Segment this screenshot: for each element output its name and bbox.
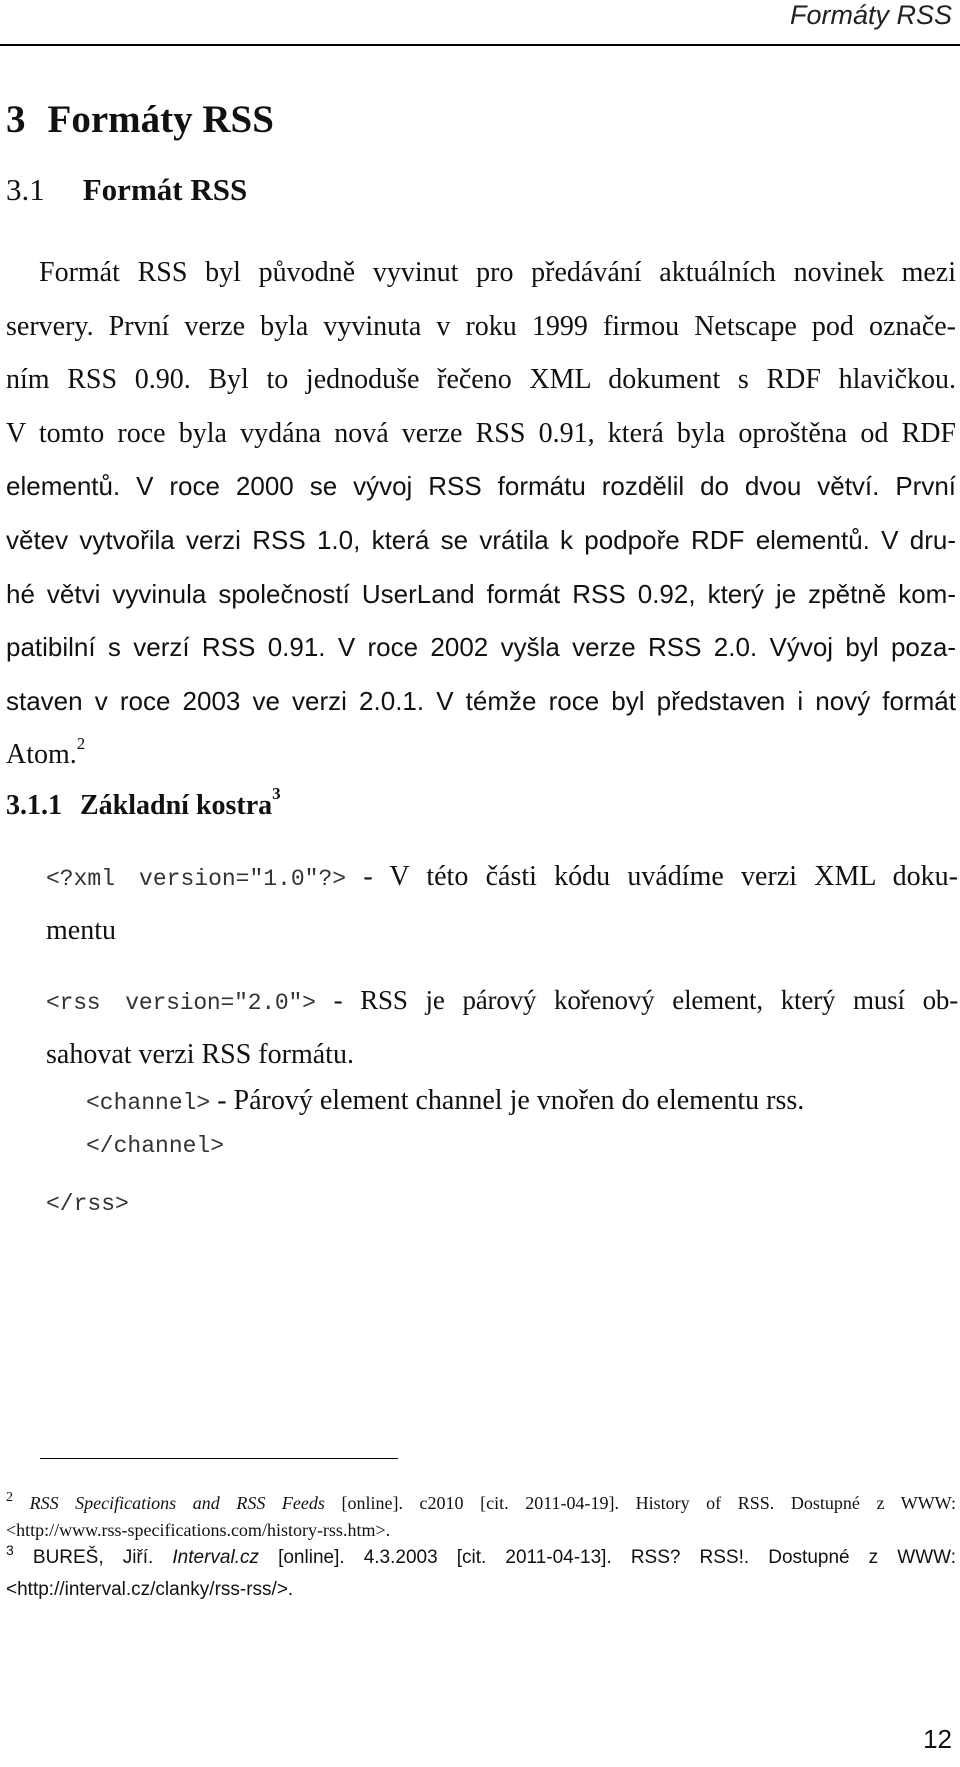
section-number: 3.1: [6, 172, 45, 207]
paragraph-line: patibilní s verzí RSS 0.91. V roce 2002 vyšla verze RSS 2.0. Vývoj byl poza-: [6, 632, 956, 663]
paragraph-line: ním RSS 0.90. Byl to jednoduše řečeno XML dokument s RDF hlavičkou.: [6, 364, 956, 396]
paragraph-line-last: [6, 728, 956, 782]
page-number: 12: [923, 1724, 952, 1754]
xml-code: <?xml version="1.0"?>: [46, 866, 347, 892]
xml-item-declaration: [46, 851, 958, 957]
xml-item-line: mentu: [46, 915, 116, 946]
xml-code: <channel>: [86, 1090, 211, 1116]
xml-item-rss-close: [46, 1176, 958, 1230]
xml-item-rss: [46, 974, 958, 1081]
xml-code: <rss version="2.0">: [46, 990, 316, 1016]
footnote-3: [6, 1542, 956, 1606]
xml-description: - Párový element channel je vnořen do elementu rss.: [210, 1085, 805, 1116]
xml-item-channel-close: [86, 1118, 956, 1172]
xml-description: - V této části kódu uvádíme verzi XML doku-: [346, 861, 958, 892]
subsection-title: [6, 784, 281, 822]
running-header: Formáty RSS: [789, 0, 952, 30]
section-title: [6, 172, 247, 208]
footnote-mark: 2: [6, 1490, 13, 1505]
subsection-number: 3.1.1: [6, 790, 62, 821]
paragraph-line: V tomto roce byla vydána nová verze RSS 0.91, která byla oproštěna od RDF: [6, 417, 956, 449]
paragraph-line: hé větvi vyvinula společností UserLand formát RSS 0.92, který je zpětně kom-: [6, 578, 956, 609]
footnote-line: [6, 1542, 956, 1574]
xml-code: </rss>: [46, 1191, 129, 1217]
footnote-citation: [online]. c2010 [cit. 2011-04-19]. History of RSS. Dostupné z WWW:: [324, 1493, 957, 1513]
xml-item-line: [46, 1176, 958, 1230]
footnote-title: Interval.cz: [172, 1547, 259, 1568]
footnote-citation: [online]. 4.3.2003 [cit. 2011-04-13]. RSS? RSS!. Dostupné z WWW:: [259, 1547, 956, 1568]
xml-item-line: [46, 974, 958, 1029]
paragraph-last-text: Atom.: [6, 739, 77, 771]
chapter-title-text: Formáty RSS: [47, 98, 274, 141]
body-paragraph: [6, 246, 956, 782]
footnote-line: [6, 1490, 956, 1517]
footnote-url[interactable]: <http://www.rss-specifications.com/history-rss.htm>.: [6, 1520, 391, 1540]
footnote-title: RSS Specifications and RSS Feeds: [29, 1493, 325, 1513]
footnote-author: BUREŠ, Jiří.: [32, 1547, 173, 1568]
footnote-mark: 3: [6, 1542, 14, 1558]
xml-item-line: [86, 1118, 956, 1172]
subsection-title-text: Základní kostra: [80, 790, 273, 821]
footnote-ref-3[interactable]: 3: [272, 784, 281, 803]
section-title-text: Formát RSS: [82, 172, 248, 207]
chapter-number: 3: [6, 98, 26, 141]
footnote-separator: [40, 1458, 398, 1459]
footnote-url[interactable]: <http://interval.cz/clanky/rss-rss/>.: [6, 1579, 294, 1600]
footnote-2: [6, 1490, 956, 1544]
xml-item-line: sahovat verzi RSS formátu.: [46, 1039, 354, 1070]
paragraph-line: elementů. V roce 2000 se vývoj RSS formátu rozdělil do dvou větví. První: [6, 471, 956, 502]
paragraph-line: Formát RSS byl původně vyvinut pro předávání aktuálních novinek mezi: [39, 257, 956, 288]
paragraph-line: servery. První verze byla vyvinuta v roku 1999 firmou Netscape pod označe-: [6, 310, 956, 342]
chapter-title: [6, 97, 274, 142]
xml-description: - RSS je párový kořenový element, který musí ob-: [315, 985, 958, 1015]
paragraph-line: větev vytvořila verzi RSS 1.0, která se vrátila k podpoře RDF elementů. V dru-: [6, 524, 956, 555]
footnote-ref-2[interactable]: 2: [76, 734, 86, 754]
paragraph-line: staven v roce 2003 ve verzi 2.0.1. V témže roce byl představen i nový formát: [6, 685, 956, 716]
xml-code: </channel>: [86, 1133, 225, 1159]
header-rule: [0, 44, 960, 46]
xml-item-line: [46, 851, 958, 905]
